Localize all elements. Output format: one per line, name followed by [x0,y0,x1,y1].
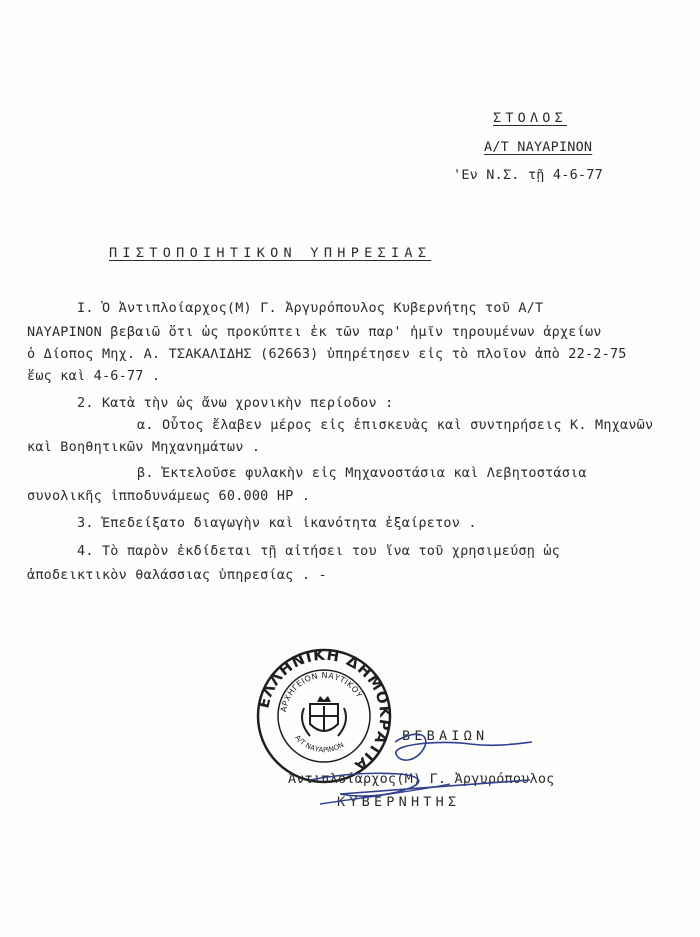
handwritten-signature [300,722,540,812]
paragraph-2a-line-2: καὶ Βοηθητικῶν Μηχανημάτων . [27,439,261,455]
place-date: 'Εν Ν.Σ. τῇ 4-6-77 [453,167,603,183]
paragraph-2b-line-1: β. Ἐκτελοῦσε φυλακὴν εἰς Μηχανοστάσια καὶ Λεβητοστάσια [137,465,587,481]
paragraph-4-line-1: 4. Τὸ παρὸν ἐκδίδεται τῇ αἰτήσει του ἵνα τοῦ χρησιμεύσῃ ὡς [77,543,561,559]
paragraph-2a-line-1: α. Οὗτος ἔλαβεν μέρος εἰς ἐπισκευὰς καὶ συντηρήσεις Κ. Μηχανῶν [137,417,654,433]
document-title: ΠΙΣΤΟΠΟΙΗΤΙΚΟΝ ΥΠΗΡΕΣΙΑΣ [109,245,432,261]
signatory-role: ΚΥΒΕΡΝΗΤΗΣ [337,794,461,810]
paragraph-4-line-2: ἀποδεικτικὸν θαλάσσιας ὑπηρεσίας . - [27,567,327,583]
paragraph-2-line-1: 2. Κατὰ τὴν ὡς ἄνω χρονικὴν περίοδον : [77,395,394,411]
paragraph-1-line-4: ἕως καὶ 4-6-77 . [27,368,161,384]
paragraph-2b-line-2: συνολικῆς ἱπποδυνάμεως 60.000 HP . [27,488,311,504]
paragraph-1-line-2: ΝΑΥΑΡΙΝΟΝ βεβαιῶ ὅτι ὡς προκύπτει ἐκ τῶν παρ' ἡμῖν τηρουμένων ἀρχείων [27,324,602,340]
fleet-heading: ΣΤΟΛΟΣ [493,110,567,126]
signatory-name: Ἀντιπλοίαρχος(Μ) Γ. Ἀργυρόπουλος [288,771,555,787]
ship-heading: Α/Τ ΝΑΥΑΡΙΝΟΝ [484,139,593,155]
paragraph-1-line-1: Ι. Ὁ Ἀντιπλοίαρχος(Μ) Γ. Ἀργυρόπουλος Κυβερνήτης τοῦ Α/Τ [77,300,544,316]
svg-text:ΕΛΛΗΝΙΚΗ ΔΗΜΟΚΡΑΤΙΑ: ΕΛΛΗΝΙΚΗ ΔΗΜΟΚΡΑΤΙΑ [254,646,394,776]
certify-label: ΒΕΒΑΙΩΝ [402,728,489,744]
svg-text:Α/Τ ΝΑΥΑΡΙΝΟΝ: Α/Τ ΝΑΥΑΡΙΝΟΝ [293,733,346,755]
svg-text:ΑΡΧΗΓΕΙΟΝ ΝΑΥΤΙΚΟΥ: ΑΡΧΗΓΕΙΟΝ ΝΑΥΤΙΚΟΥ [279,670,364,713]
paragraph-1-line-3: ὁ Δίοπος Μηχ. Α. ΤΣΑΚΑΛΙΔΗΣ (62663) ὑπηρέτησεν εἰς τὸ πλοῖον ἀπὸ 22-2-75 [27,346,627,362]
paragraph-3-line-1: 3. Ἐπεδείξατο διαγωγὴν καὶ ἱκανότητα ἐξαίρετον . [77,515,477,531]
